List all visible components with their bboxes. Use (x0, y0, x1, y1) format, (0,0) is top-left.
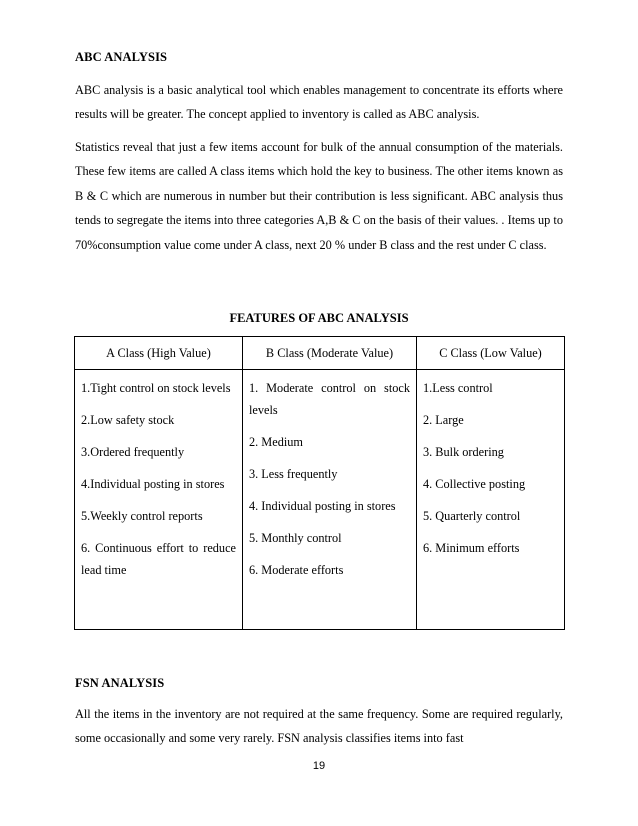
b-class-item: 6. Moderate efforts (249, 563, 344, 577)
c-class-item: 3. Bulk ordering (423, 445, 504, 459)
a-class-item: 6. Continuous effort to reduce lead time (81, 541, 236, 577)
b-class-item: 2. Medium (249, 435, 303, 449)
c-class-item: 5. Quarterly control (423, 509, 521, 523)
b-class-cell (243, 370, 417, 630)
features-header-row (75, 337, 565, 370)
b-class-item: 4. Individual posting in stores (249, 499, 396, 513)
abc-paragraph-1: ABC analysis is a basic analytical tool which enables management to concentrate its efforts where results will be greater. The concept applied to inventory is called as ABC analysis. (75, 83, 563, 122)
b-class-item: 3. Less frequently (249, 467, 338, 481)
b-class-item: 1. Moderate control on stock levels (249, 381, 410, 417)
features-body-row (75, 370, 565, 630)
c-class-cell (417, 370, 565, 630)
c-class-item: 6. Minimum efforts (423, 541, 520, 555)
c-class-item: 4. Collective posting (423, 477, 526, 491)
header-b-class: B Class (Moderate Value) (243, 337, 417, 370)
features-table (74, 336, 565, 630)
a-class-item: 3.Ordered frequently (81, 445, 185, 459)
c-class-item: 2. Large (423, 413, 464, 427)
a-class-cell (75, 370, 243, 630)
a-class-item: 4.Individual posting in stores (81, 477, 225, 491)
fsn-heading: FSN ANALYSIS (75, 676, 165, 690)
fsn-paragraph-1: All the items in the inventory are not required at the same frequency. Some are required regularly, some occasionally and some very rarely. FSN analysis classifies items into fast (75, 707, 563, 746)
a-class-item: 1.Tight control on stock levels (81, 381, 231, 395)
a-class-item: 5.Weekly control reports (81, 509, 203, 523)
a-class-item: 2.Low safety stock (81, 413, 175, 427)
header-a-class: A Class (High Value) (75, 337, 243, 370)
b-class-item: 5. Monthly control (249, 531, 342, 545)
page-number: 19 (312, 760, 326, 772)
header-c-class: C Class (Low Value) (417, 337, 565, 370)
features-title: FEATURES OF ABC ANALYSIS (229, 311, 409, 325)
abc-paragraph-2: Statistics reveal that just a few items account for bulk of the annual consumption of the materials. These few items are called A class items which hold the key to business. The other items known as B & C which are numerous in number but their contribution is less significant. ABC analysis thus tends to segregate the items into three categories A,B & C on the basis of their values. . Items up to 70%consumption value come under A class, next 20 % under B class and the rest under C class. (75, 140, 563, 252)
abc-heading: ABC ANALYSIS (75, 50, 168, 64)
c-class-item: 1.Less control (423, 381, 493, 395)
